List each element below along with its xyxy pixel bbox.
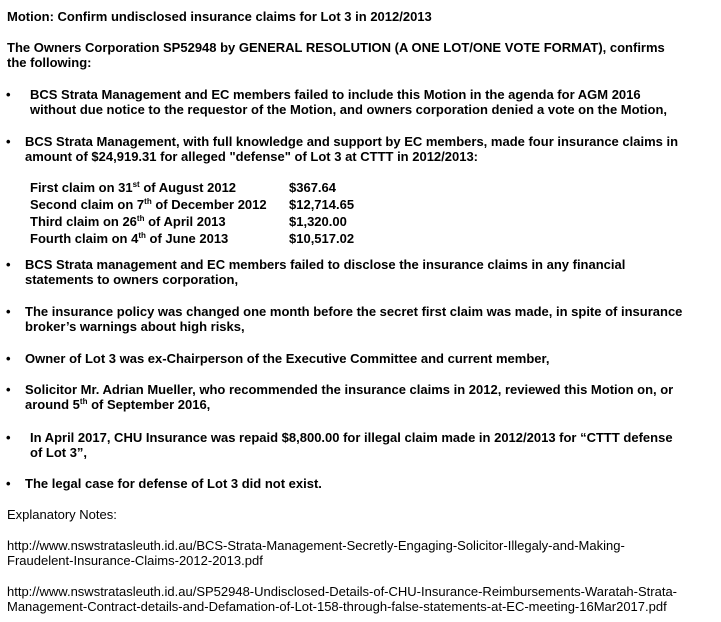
- bullet-text-line-2: around 5th of September 2016,: [25, 397, 211, 412]
- resolution-line-1: The Owners Corporation SP52948 by GENERAL RESOLUTION (A ONE LOT/ONE VOTE FORMAT), confirms: [7, 40, 665, 55]
- claim-amount: $12,714.65: [289, 197, 355, 212]
- bullet-text-line-1: In April 2017, CHU Insurance was repaid $8,800.00 for illegal claim made in 2012/2013 for “CTTT defense: [30, 430, 673, 445]
- bullet-text-line-2: statements to owners corporation,: [25, 272, 239, 287]
- claim-label: Third claim on 26th of April 2013: [30, 214, 226, 229]
- claim-amount: $1,320.00: [289, 214, 347, 229]
- claim-label: Second claim on 7th of December 2012: [30, 197, 267, 212]
- bullet-text-line-2: amount of $24,919.31 for alleged "defense" of Lot 3 at CTTT in 2012/2013:: [25, 149, 479, 164]
- bullet-text-line-1: BCS Strata Management and EC members failed to include this Motion in the agenda for AGM 2016: [30, 87, 641, 102]
- bullet-text-line-1: The legal case for defense of Lot 3 did not exist.: [25, 476, 322, 491]
- bullet-text-line-2: of Lot 3”,: [30, 445, 88, 460]
- bullet-text-line-1: The insurance policy was changed one month before the secret first claim was made, in spite of insurance: [25, 304, 683, 319]
- bullet-icon: •: [6, 430, 11, 445]
- bullet-icon: •: [6, 382, 11, 397]
- bullet-icon: •: [6, 304, 11, 319]
- note-link-2-line-1[interactable]: http://www.nswstratasleuth.id.au/SP52948-Undisclosed-Details-of-CHU-Insurance-Reimbursements-Waratah-Strata-: [7, 584, 678, 599]
- resolution-line-2: the following:: [7, 55, 92, 70]
- claim-label: Fourth claim on 4th of June 2013: [30, 231, 229, 246]
- bullet-icon: •: [6, 257, 11, 272]
- bullet-icon: •: [6, 134, 11, 149]
- bullet-icon: •: [6, 476, 11, 491]
- motion-title: Motion: Confirm undisclosed insurance claims for Lot 3 in 2012/2013: [7, 9, 432, 24]
- note-link-2-line-2[interactable]: Management-Contract-details-and-Defamation-of-Lot-158-through-false-statements-at-EC-meeting-16Mar2017.pdf: [7, 599, 667, 614]
- claim-label: First claim on 31st of August 2012: [30, 180, 237, 195]
- bullet-text-line-1: Solicitor Mr. Adrian Mueller, who recommended the insurance claims in 2012, reviewed this Motion on, or: [25, 382, 674, 397]
- bullet-text-line-1: Owner of Lot 3 was ex-Chairperson of the Executive Committee and current member,: [25, 351, 550, 366]
- note-link-1-line-2[interactable]: Fraudelent-Insurance-Claims-2012-2013.pdf: [7, 553, 263, 568]
- bullet-icon: •: [6, 87, 11, 102]
- bullet-text-line-2: without due notice to the requestor of the Motion, and owners corporation denied a vote on the Motion,: [30, 102, 667, 117]
- bullet-text-line-2: broker’s warnings about high risks,: [25, 319, 245, 334]
- notes-heading: Explanatory Notes:: [7, 507, 117, 522]
- claim-amount: $367.64: [289, 180, 336, 195]
- claim-amount: $10,517.02: [289, 231, 355, 246]
- bullet-text-line-1: BCS Strata management and EC members failed to disclose the insurance claims in any financial: [25, 257, 626, 272]
- bullet-text-line-1: BCS Strata Management, with full knowledge and support by EC members, made four insurance claims in: [25, 134, 679, 149]
- note-link-1-line-1[interactable]: http://www.nswstratasleuth.id.au/BCS-Strata-Management-Secretly-Engaging-Solicitor-Illegaly-and-Making-: [7, 538, 625, 553]
- bullet-icon: •: [6, 351, 11, 366]
